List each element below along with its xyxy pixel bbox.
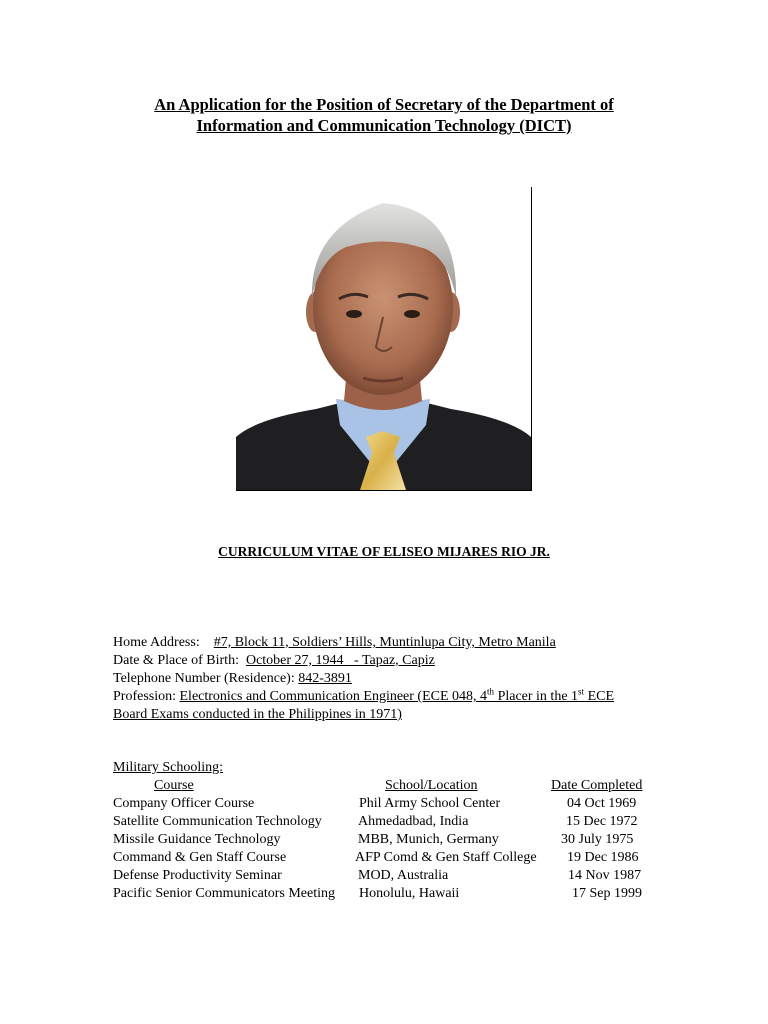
cv-heading: CURRICULUM VITAE OF ELISEO MIJARES RIO JR. (218, 544, 550, 559)
portrait-photo (236, 187, 532, 491)
profession-sup-2: st (578, 686, 585, 697)
school-cell: MBB, Munich, Germany (358, 832, 499, 847)
date-cell: 17 Sep 1999 (572, 886, 642, 901)
profession-part-1: Electronics and Communication Engineer (ECE 048, 4 (179, 689, 488, 704)
table-row (113, 813, 673, 831)
school-cell: Phil Army School Center (359, 796, 501, 811)
course-cell: Command & Gen Staff Course (113, 850, 287, 865)
table-row (113, 795, 673, 813)
portrait-illustration (236, 187, 531, 490)
profession-part-2: Placer in the 1 (494, 689, 579, 704)
school-cell: Honolulu, Hawaii (359, 886, 460, 901)
profession-line (113, 688, 673, 706)
date-cell: 15 Dec 1972 (566, 814, 638, 829)
military-heading-row (113, 759, 673, 777)
profession-label: Profession: (113, 689, 176, 704)
profession-sup-1: th (487, 686, 495, 697)
birth-value: October 27, 1944 - Tapaz, Capiz (245, 653, 435, 668)
course-cell: Satellite Communication Technology (113, 814, 322, 829)
table-row (113, 867, 673, 885)
military-column-headers (113, 777, 673, 795)
profession-value (179, 686, 615, 704)
title-line-1: An Application for the Position of Secretary of the Department of (154, 95, 614, 114)
home-address-line (113, 634, 673, 652)
course-cell: Missile Guidance Technology (113, 832, 281, 847)
school-cell: AFP Comd & Gen Staff College (355, 850, 537, 865)
date-cell: 30 July 1975 (561, 832, 634, 847)
course-cell: Pacific Senior Communicators Meeting (113, 886, 336, 901)
title-line-2: Information and Communication Technology (DICT) (196, 116, 572, 135)
profession-line-2 (113, 706, 673, 724)
birth-line (113, 652, 673, 670)
telephone-label: Telephone Number (Residence): (113, 671, 295, 686)
table-row (113, 885, 673, 903)
table-row (113, 849, 673, 867)
telephone-line (113, 670, 673, 688)
home-address-value: #7, Block 11, Soldiers’ Hills, Muntinlupa City, Metro Manila (213, 635, 556, 650)
school-cell: Ahmedadbad, India (358, 814, 469, 829)
column-date: Date Completed (551, 778, 643, 793)
military-heading: Military Schooling: (113, 760, 224, 775)
date-cell: 04 Oct 1969 (567, 796, 637, 811)
home-address-label: Home Address: (113, 635, 200, 650)
profession-continued: Board Exams conducted in the Philippines in 1971) (113, 707, 402, 722)
military-schooling (113, 759, 673, 903)
school-cell: MOD, Australia (358, 868, 449, 883)
profession-part-3: ECE (584, 689, 615, 704)
date-cell: 19 Dec 1986 (567, 850, 639, 865)
column-school: School/Location (385, 778, 478, 793)
course-cell: Defense Productivity Seminar (113, 868, 282, 883)
column-course: Course (154, 778, 194, 793)
date-cell: 14 Nov 1987 (568, 868, 642, 883)
personal-info (113, 634, 673, 724)
telephone-value: 842-3891 (298, 671, 352, 686)
course-cell: Company Officer Course (113, 796, 255, 811)
table-row (113, 831, 673, 849)
birth-label: Date & Place of Birth: (113, 653, 239, 668)
document-title (60, 94, 708, 136)
